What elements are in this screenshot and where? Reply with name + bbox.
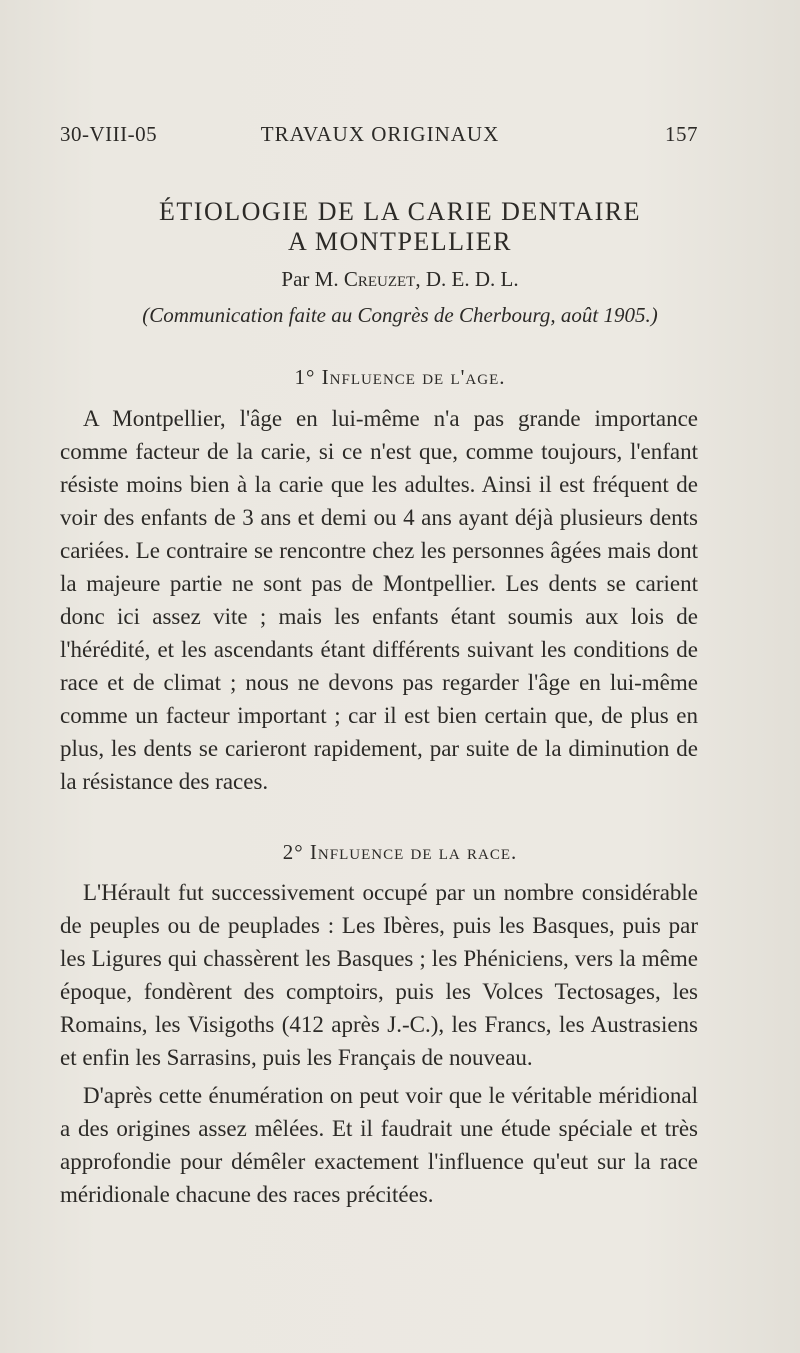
byline-author: Creuzet xyxy=(343,267,416,291)
article-title-line-2: A MONTPELLIER xyxy=(288,227,512,256)
byline xyxy=(60,267,740,292)
paragraph-age: A Montpellier, l'âge en lui-même n'a pas grande importance comme facteur de la carie, si ce n'est que, comme toujours, l'enfant résiste moins bien à la carie que les adultes. Ainsi il est fréquent de voir des enfants de 3 ans et demi ou 4 ans ayant déjà plusieurs dents cariées. Le contraire se rencontre chez les personnes âgées mais dont la majeure partie ne sont pas de Montpellier. Les dents se carient donc ici assez vite ; mais les enfants étant soumis aux lois de l'hérédité, et les ascendants étant différents suivant les conditions de race et de climat ; nous ne devons pas regarder l'âge en lui-même comme un facteur important ; car il est bien certain que, de plus en plus, les dents se carieront rapidement, par suite de la diminution de la résistance des races. xyxy=(60,406,698,794)
paragraph-race-conclusion: D'après cette énumération on peut voir que le véritable méridional a des origines assez mêlées. Et il faudrait une étude spéciale et très approfondie pour démêler exactement l'influence qu'eut sur la race méridionale chacune des races précitées. xyxy=(60,1083,698,1207)
byline-prefix: Par M. xyxy=(281,267,344,291)
running-header xyxy=(60,122,698,152)
paragraph-race-history: L'Hérault fut successivement occupé par un nombre considérable de peuples ou de peuplades : Les Ibères, puis les Basques, puis par les Ligures qui chassèrent les Basques ; les Phéniciens, vers la même époque, fondèrent des comptoirs, puis les Volces Tectosages, les Romains, les Visigoths (412 après J.-C.), les Francs, les Austrasiens et enfin les Sarrasins, puis les Français de nouveau. xyxy=(60,880,698,1070)
header-date: 30-VIII-05 xyxy=(60,122,158,146)
section-heading-race: 2° Influence de la race. xyxy=(282,840,518,864)
header-running-title: TRAVAUX ORIGINAUX xyxy=(260,122,500,146)
section-heading-age: 1° Influence de l'age. xyxy=(294,365,506,389)
page-number: 157 xyxy=(665,122,698,146)
communication-note: (Communication faite au Congrès de Cherbourg, août 1905.) xyxy=(142,303,658,327)
byline-suffix: , D. E. D. L. xyxy=(415,267,519,291)
article-title-line-1: ÉTIOLOGIE DE LA CARIE DENTAIRE xyxy=(159,197,641,226)
